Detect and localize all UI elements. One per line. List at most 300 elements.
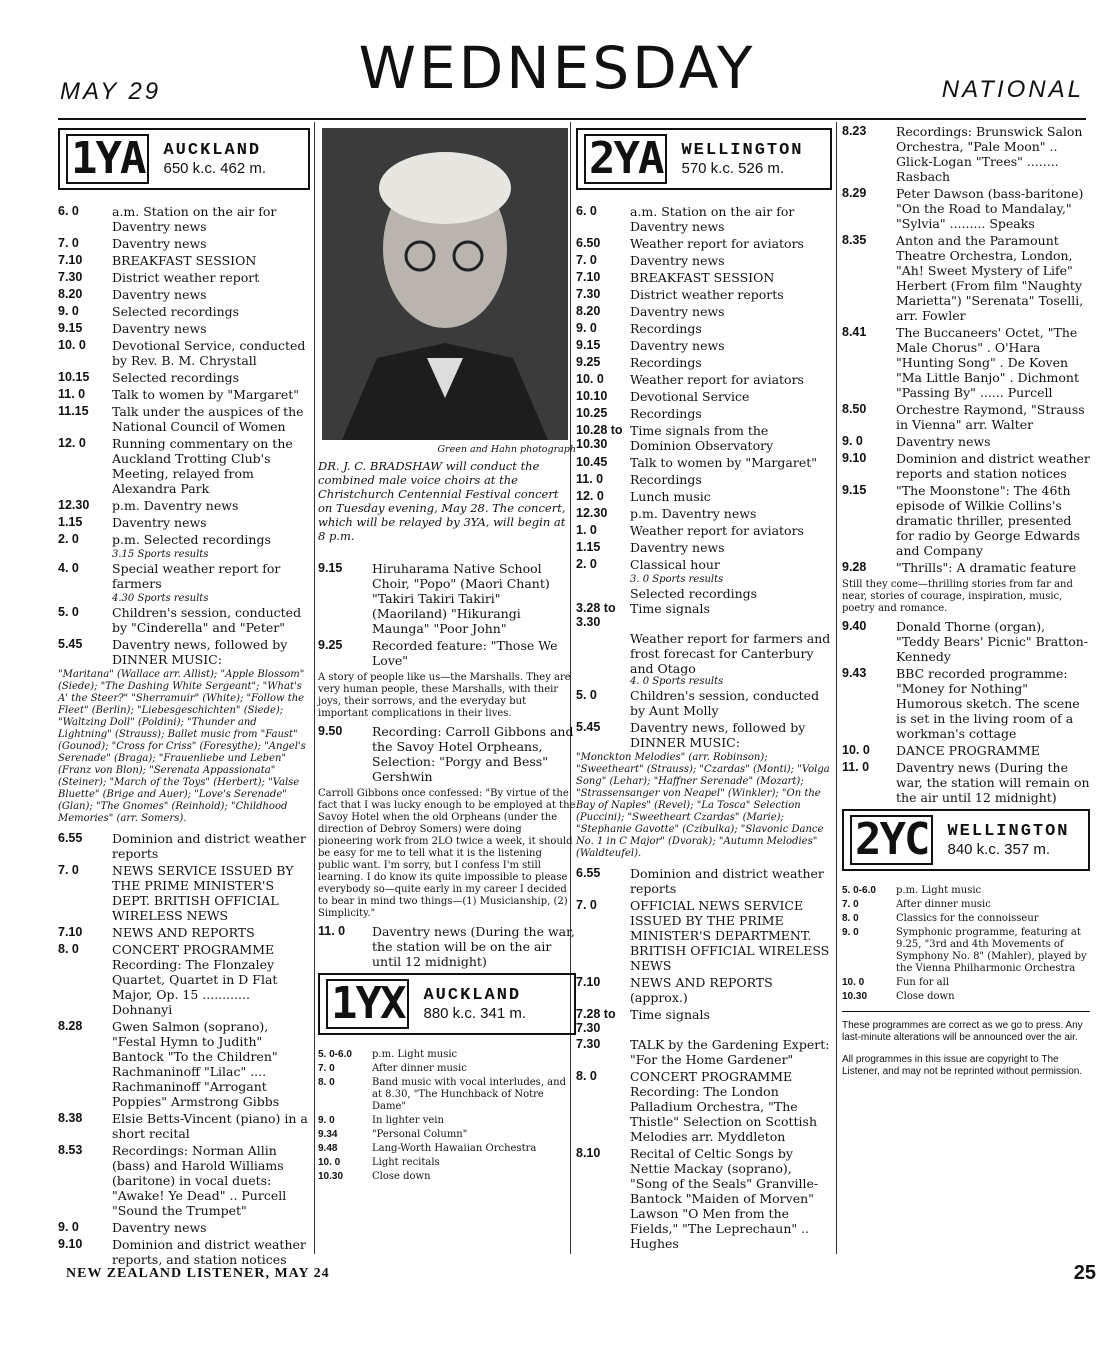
program-time: 7. 0 (58, 236, 79, 250)
program-time: 9.28 (842, 560, 867, 574)
portrait-photo (322, 128, 568, 440)
program-description: Daventry news (During the war, the station will remain on the air until 12 midnight) (896, 760, 1090, 805)
program-time: 6. 0 (576, 204, 597, 218)
program-time: 9. 0 (318, 1115, 335, 1126)
program-time: 9.34 (318, 1129, 338, 1140)
program-time: 9.43 (842, 666, 867, 680)
program-description: Daventry news (630, 540, 725, 555)
program-row (58, 1143, 310, 1218)
program-row (576, 455, 832, 470)
program-description: Close down (896, 991, 955, 1002)
schedule-list (842, 885, 1090, 1003)
program-description: The Buccaneers' Octet, "The Male Chorus" . O'Hara "Hunting Song" . De Koven "Ma Little Banjo" . Dichmont "Passing By" ...... Purcell (896, 325, 1079, 400)
program-row (576, 253, 832, 268)
program-description: Recorded feature: "Those We Love" (372, 638, 558, 668)
program-description: Band music with vocal interludes, and at 8.30, "The Hunchback of Notre Dame" (372, 1077, 566, 1112)
station-city: AUCKLAND (163, 141, 262, 160)
footer-publication: NEW ZEALAND LISTENER, MAY 24 (66, 1266, 330, 1281)
program-description: Recordings (630, 321, 702, 336)
program-time: 9.10 (842, 451, 867, 465)
program-row (842, 451, 1090, 481)
program-description: Recordings: Brunswick Salon Orchestra, "Pale Moon" .. Glick-Logan "Trees" ........ Rasbach (896, 124, 1083, 184)
program-row (576, 1146, 832, 1251)
program-description: Recordings: Norman Allin (bass) and Harold Williams (baritone) in vocal duets: "Awake! Ye Dead" .. Purcell "Sound the Trumpet" (112, 1143, 287, 1218)
program-description: Special weather report for farmers (112, 561, 281, 591)
program-time: 7.10 (58, 925, 83, 939)
program-row (58, 204, 310, 234)
program-time: 9.15 (842, 483, 867, 497)
program-row (58, 270, 310, 285)
program-row (842, 743, 1090, 758)
program-time: 9.48 (318, 1143, 338, 1154)
station-info (681, 141, 803, 177)
program-row (58, 498, 310, 513)
program-time: 11. 0 (576, 472, 604, 486)
program-description: CONCERT PROGRAMME Recording: The London Palladium Orchestra, "The Thistle" Selection on Scottish Melodies arr. Myddleton (630, 1069, 818, 1144)
header-date: MAY 29 (60, 78, 162, 105)
program-row (576, 423, 832, 453)
program-description: p.m. Selected recordings (112, 532, 271, 547)
header-network: NATIONAL (941, 76, 1084, 103)
program-description: Talk under the auspices of the National Council of Women (112, 404, 304, 434)
schedule-list (318, 924, 576, 969)
sports-note: 3.15 Sports results (112, 549, 209, 560)
program-time: 12. 0 (576, 489, 604, 503)
program-description: Close down (372, 1171, 431, 1182)
station-box-1ya (58, 128, 310, 190)
program-time: 5. 0 (58, 605, 79, 619)
program-row (58, 1111, 310, 1141)
program-time: 5.45 (576, 720, 601, 734)
program-row (842, 927, 1090, 975)
station-freq: 650 k.c. 462 m. (163, 160, 267, 177)
press-note: These programmes are correct as we go to press. Any last-minute alterations will be announced over the air. (842, 1011, 1090, 1044)
program-description: a.m. Station on the air for Daventry news (630, 204, 795, 234)
program-description: Talk to women by "Margaret" (112, 387, 299, 402)
program-row (842, 913, 1090, 925)
program-row (842, 991, 1090, 1003)
program-row (58, 831, 310, 861)
station-logo: 2YA (584, 134, 667, 184)
column-continued (842, 124, 1090, 1078)
program-description: Classics for the connoisseur (896, 913, 1039, 924)
program-time: 3.28 to 3.30 (576, 601, 616, 629)
program-description: p.m. Daventry news (630, 506, 757, 521)
program-row (842, 899, 1090, 911)
program-time: 2. 0 (576, 557, 597, 571)
program-row (318, 1049, 576, 1061)
program-time: 8.53 (58, 1143, 83, 1157)
program-description: Talk to women by "Margaret" (630, 455, 817, 470)
program-time: 8. 0 (842, 913, 859, 924)
station-city: WELLINGTON (681, 141, 804, 160)
program-row (576, 204, 832, 234)
sports-note: 4. 0 Sports results (630, 676, 724, 687)
program-row (842, 885, 1090, 897)
program-time: 8.10 (576, 1146, 601, 1160)
program-row (842, 186, 1090, 231)
program-row (576, 898, 832, 973)
program-detail: Weather report for farmers and frost forecast for Canterbury and Otago (630, 631, 831, 676)
program-time: 7.30 (576, 287, 601, 301)
program-description: Classical hour (630, 557, 720, 572)
program-time: 10.10 (576, 389, 608, 403)
program-description: Dominion and district weather reports (112, 831, 306, 861)
program-row (576, 1007, 832, 1035)
program-description: Recording: Carroll Gibbons and the Savoy Hotel Orpheans, Selection: "Porgy and Bess" Gershwin (372, 724, 574, 784)
program-description: BREAKFAST SESSION (630, 270, 775, 285)
program-description: District weather reports (630, 287, 784, 302)
program-detail: Selected recordings (630, 586, 758, 601)
program-description: "The Moonstone": The 46th episode of Wilkie Collins's dramatic thriller, presented for radio by George Edwards and Company (896, 483, 1080, 558)
program-description: "Personal Column" (372, 1129, 468, 1140)
sports-note: 4.30 Sports results (112, 593, 209, 604)
program-time: 6.55 (58, 831, 83, 845)
program-row (318, 1143, 576, 1155)
program-note: Still they come—thrilling stories from far and near, stories of courage, inspiration, music, poetry and romance. (842, 579, 1073, 614)
program-time: 9.15 (576, 338, 601, 352)
schedule-list (318, 724, 576, 784)
program-time: 12.30 (58, 498, 90, 512)
program-description: Children's session, conducted by "Cinderella" and "Peter" (112, 605, 302, 635)
program-row (576, 338, 832, 353)
schedule-list (58, 561, 310, 591)
station-info (947, 822, 1069, 858)
program-time: 12.30 (576, 506, 608, 520)
program-description: Recordings (630, 406, 702, 421)
schedule-list (576, 688, 832, 750)
program-time: 8.20 (58, 287, 83, 301)
program-description: Daventry news (During the war, the station will be on the air until 12 midnight) (372, 924, 575, 969)
station-box-2yc (842, 809, 1090, 871)
station-info (163, 141, 266, 177)
program-row (58, 404, 310, 434)
program-time: 10. 0 (58, 338, 86, 352)
program-time: 7. 0 (842, 899, 859, 910)
program-time: 9.15 (58, 321, 83, 335)
program-description: Devotional Service (630, 389, 750, 404)
schedule-list (58, 605, 310, 667)
program-row (58, 942, 310, 1017)
program-row (58, 338, 310, 368)
program-time: 7.28 to 7.30 (576, 1007, 616, 1035)
program-description: After dinner music (372, 1063, 467, 1074)
schedule-list (842, 619, 1090, 805)
column-divider (314, 122, 315, 1254)
program-row (318, 1063, 576, 1075)
program-time: 9. 0 (842, 434, 863, 448)
program-description: Elsie Betts-Vincent (piano) in a short recital (112, 1111, 308, 1141)
page-number: 25 (1073, 1262, 1096, 1284)
program-row (842, 560, 1090, 575)
program-time: 9.25 (318, 638, 343, 652)
program-description: Peter Dawson (bass-baritone) "On the Road to Mandalay," "Sylvia" ......... Speaks (896, 186, 1084, 231)
program-description: Time signals (630, 601, 710, 616)
schedule-list (842, 124, 1090, 575)
program-time: 6.50 (576, 236, 601, 250)
program-row (58, 1019, 310, 1109)
program-description: Daventry news (896, 434, 991, 449)
program-row (318, 924, 576, 969)
schedule-list (576, 204, 832, 572)
program-description: Selected recordings (112, 304, 240, 319)
schedule-list (576, 601, 832, 629)
program-time: 8. 0 (318, 1077, 335, 1088)
program-row (842, 666, 1090, 741)
program-row (842, 619, 1090, 664)
program-row (576, 506, 832, 521)
program-description: p.m. Light music (372, 1049, 458, 1060)
program-description: Dominion and district weather reports and station notices (896, 451, 1090, 481)
program-description: In lighter vein (372, 1115, 444, 1126)
program-description: "Thrills": A dramatic feature (896, 560, 1077, 575)
program-row (318, 1077, 576, 1113)
column-1yA (58, 124, 310, 1269)
program-description: Children's session, conducted by Aunt Molly (630, 688, 820, 718)
program-row (842, 760, 1090, 805)
program-description: Gwen Salmon (soprano), "Festal Hymn to Judith" Bantock "To the Children" Rachmaninoff "Lilac" .... Rachmaninoff "Arrogant Poppies" Armstrong Gibbs (112, 1019, 280, 1109)
program-description: Symphonic programme, featuring at 9.25, "3rd and 4th Movements of Symphony No. 8" (Mahler), played by the Vienna Philharmonic Orchestra (896, 927, 1087, 974)
dinner-music-list: "Monckton Melodies" (arr. Robinson); "Sweetheart" (Strauss); "Czardas" (Monti); "Volga Song" (Lehar); "Haffner Serenade" (Mozart); "Strassensanger von Neapel" (Winkler); "On the Bay of Naples" (Revel); "La Tosca" Selection (Puccini); "Sweetheart Czardas" (Marie); "Stephanie Gavotte" (Czibulka); "Slavonic Dance No. 1 in C Major" (Dvorak); "Autumn Melodies" (Waldteufel). (576, 752, 830, 859)
program-description: p.m. Light music (896, 885, 982, 896)
program-row (576, 406, 832, 421)
program-time: 9. 0 (842, 927, 859, 938)
program-row (318, 1115, 576, 1127)
program-description: Selected recordings (112, 370, 240, 385)
program-description: Dominion and district weather reports (630, 866, 824, 896)
program-row (318, 638, 576, 668)
program-row (842, 233, 1090, 323)
schedule-list (58, 831, 310, 1267)
program-description: Daventry news (630, 338, 725, 353)
program-row (576, 489, 832, 504)
program-description: Lang-Worth Hawaiian Orchestra (372, 1143, 537, 1154)
station-freq: 570 k.c. 526 m. (681, 160, 785, 177)
program-row (58, 1220, 310, 1235)
program-row (842, 124, 1090, 184)
page-title: WEDNESDAY (358, 34, 756, 102)
program-time: 11.15 (58, 404, 89, 418)
program-time: 8.23 (842, 124, 867, 138)
program-row (576, 270, 832, 285)
program-time: 7.30 (58, 270, 83, 284)
program-time: 8.50 (842, 402, 867, 416)
photo-credit: Green and Hahn photograph (437, 444, 576, 455)
program-description: Orchestre Raymond, "Strauss in Vienna" arr. Walter (896, 402, 1085, 432)
station-city: WELLINGTON (947, 822, 1070, 841)
program-row (58, 1237, 310, 1267)
program-row (318, 724, 576, 784)
program-row (576, 355, 832, 370)
portrait-image (322, 128, 568, 440)
program-row (576, 236, 832, 251)
program-time: 4. 0 (58, 561, 79, 575)
program-description: NEWS AND REPORTS (112, 925, 255, 940)
column-2ya (576, 124, 832, 1253)
station-logo: 2YC (850, 815, 933, 865)
program-description: OFFICIAL NEWS SERVICE ISSUED BY THE PRIME MINISTER'S DEPARTMENT. BRITISH OFFICIAL WIRELESS NEWS (630, 898, 830, 973)
program-row (318, 1171, 576, 1183)
program-description: DANCE PROGRAMME (896, 743, 1040, 758)
program-time: 9.25 (576, 355, 601, 369)
program-description: Anton and the Paramount Theatre Orchestra, London, "Ah! Sweet Mystery of Life" Herbert (From film "Naughty Marietta") "Serenata" Toselli, arr. Fowler (896, 233, 1084, 323)
program-time: 11. 0 (842, 760, 870, 774)
schedule-list (576, 866, 832, 1251)
program-row (58, 287, 310, 302)
station-box-1yx (318, 973, 576, 1035)
program-time: 8.35 (842, 233, 867, 247)
program-row (58, 515, 310, 530)
station-logo: 1YX (326, 979, 409, 1029)
program-row (318, 1157, 576, 1169)
program-description: Daventry news (112, 236, 207, 251)
program-description: Daventry news (630, 304, 725, 319)
program-description: BREAKFAST SESSION (112, 253, 257, 268)
program-description: TALK by the Gardening Expert: "For the Home Gardener" (630, 1037, 830, 1067)
program-row (576, 304, 832, 319)
program-row (576, 1037, 832, 1067)
program-row (842, 977, 1090, 989)
program-description: p.m. Daventry news (112, 498, 239, 513)
program-description: After dinner music (896, 899, 991, 910)
program-time: 8. 0 (58, 942, 79, 956)
program-row (576, 720, 832, 750)
program-description: Daventry news (112, 1220, 207, 1235)
program-row (842, 434, 1090, 449)
program-row (576, 557, 832, 572)
program-row (58, 637, 310, 667)
program-description: Weather report for aviators (630, 236, 804, 251)
program-description: Daventry news, followed by DINNER MUSIC: (630, 720, 806, 750)
program-description: Daventry news (112, 287, 207, 302)
program-time: 8.38 (58, 1111, 83, 1125)
program-time: 7. 0 (318, 1063, 335, 1074)
program-description: NEWS AND REPORTS (approx.) (630, 975, 773, 1005)
program-time: 7. 0 (58, 863, 79, 877)
program-time: 10. 0 (842, 977, 865, 988)
program-time: 1.15 (58, 515, 83, 529)
column-divider (836, 122, 837, 1254)
program-row (58, 436, 310, 496)
program-time: 9.10 (58, 1237, 83, 1251)
photo-caption: DR. J. C. BRADSHAW will conduct the combined male voice choirs at the Christchurch Centennial Festival concert on Tuesday evening, May 28. The concert, which will be relayed by 3YA, will begin at 8 p.m. (318, 459, 566, 543)
program-time: 10.25 (576, 406, 608, 420)
program-time: 10.15 (58, 370, 90, 384)
program-row (842, 402, 1090, 432)
program-time: 5.45 (58, 637, 83, 651)
program-description: Hiruharama Native School Choir, "Popo" (Maori Chant) "Takiri Takiri Takiri" (Maoriland) "Hikurangi Maunga" "Poor John" (372, 561, 550, 636)
program-description: Recital of Celtic Songs by Nettie Mackay (soprano), "Song of the Seals" Granville-Bantock "Maiden of Morven" Lawson "O Men from the Fields," "The Leprechaun" .. Hughes (630, 1146, 819, 1251)
program-time: 7. 0 (576, 898, 597, 912)
program-row (576, 688, 832, 718)
program-row (58, 925, 310, 940)
program-time: 11. 0 (318, 924, 346, 938)
station-freq: 840 k.c. 357 m. (947, 841, 1051, 858)
program-time: 1.15 (576, 540, 601, 554)
station-info (423, 986, 526, 1022)
program-row (58, 605, 310, 635)
program-row (58, 370, 310, 385)
program-description: Recordings (630, 472, 702, 487)
station-logo: 1YA (66, 134, 149, 184)
program-time: 9. 0 (58, 1220, 79, 1234)
program-time: 10.45 (576, 455, 608, 469)
program-time: 7. 0 (576, 253, 597, 267)
program-time: 8.28 (58, 1019, 83, 1033)
program-description: Time signals (630, 1007, 710, 1022)
header-rule (58, 118, 1086, 120)
program-description: Donald Thorne (organ), "Teddy Bears' Picnic" Bratton-Kennedy (896, 619, 1089, 664)
program-row (576, 389, 832, 404)
program-time: 9.50 (318, 724, 343, 738)
program-time: 10. 0 (576, 372, 604, 386)
program-row (576, 472, 832, 487)
program-row (58, 236, 310, 251)
program-row (318, 1129, 576, 1141)
program-row (842, 483, 1090, 558)
program-row (58, 387, 310, 402)
program-time: 9. 0 (576, 321, 597, 335)
program-row (576, 1069, 832, 1144)
program-time: 8.41 (842, 325, 867, 339)
program-time: 10. 0 (842, 743, 870, 757)
program-time: 9.40 (842, 619, 867, 633)
program-note: A story of people like us—the Marshalls. They are very human people, these Marshalls, with their joys, their sorrows, and the everyday but important complications in their lives. (318, 672, 571, 719)
program-description: a.m. Station on the air for Daventry news (112, 204, 277, 234)
program-time: 11. 0 (58, 387, 86, 401)
program-description: Lunch music (630, 489, 711, 504)
program-row (58, 321, 310, 336)
program-row (576, 540, 832, 555)
program-time: 8.20 (576, 304, 601, 318)
program-row (58, 561, 310, 591)
program-row (576, 372, 832, 387)
program-row (58, 253, 310, 268)
dinner-music-list: "Maritana" (Wallace arr. Allist); "Apple Blossom" (Siede); "The Dashing White Sergeant"; "What's A' the Steer?" "Sherramuir" (White); "Follow the Fleet" (Berlin); "Liebesgeschichten" (Siede); "Waltzing Doll" (Poldini); "Thunder and Lightning" (Strauss); Ballet music from "Faust" (Gounod); "Cross for Criss" (Foresythe); "Angel's Serenade" (Braga); "Frauenliebe und Leben" (Franz von Blon); "Serenata Appassionata" (Steiner); "March of the Toys" (Herbert); "Valse Bluette" (Brige and Auer); "Love's Serenade" (Glan); "The Gnomes" (Reinhold); "Childhood Memories" (arr. Somers). (58, 669, 306, 824)
program-description: CONCERT PROGRAMME Recording: The Flonzaley Quartet, Quartet in D Flat Major, Op. 15 ............ Dohnanyi (112, 942, 278, 1017)
program-time: 9. 0 (58, 304, 79, 318)
program-row (576, 975, 832, 1005)
program-row (318, 561, 576, 636)
program-description: Devotional Service, conducted by Rev. B. M. Chrystall (112, 338, 306, 368)
program-description: Weather report for aviators (630, 372, 804, 387)
program-time: 7.10 (58, 253, 83, 267)
program-time: 7.10 (576, 975, 601, 989)
program-time: 6. 0 (58, 204, 79, 218)
program-time: 2. 0 (58, 532, 79, 546)
program-time: 10.30 (318, 1171, 344, 1182)
program-row (842, 325, 1090, 400)
schedule-list (318, 561, 576, 668)
program-description: NEWS SERVICE ISSUED BY THE PRIME MINISTER'S DEPT. BRITISH OFFICIAL WIRELESS NEWS (112, 863, 294, 923)
program-time: 1. 0 (576, 523, 597, 537)
column-feature (318, 124, 576, 1185)
program-description: Fun for all (896, 977, 950, 988)
program-time: 10.30 (842, 991, 868, 1002)
program-time: 8.29 (842, 186, 867, 200)
station-box-2ya (576, 128, 832, 190)
program-time: 5. 0-6.0 (842, 885, 876, 896)
program-description: Recordings (630, 355, 702, 370)
program-time: 8. 0 (576, 1069, 597, 1083)
program-row (576, 321, 832, 336)
schedule-list (58, 204, 310, 547)
program-row (576, 523, 832, 538)
station-freq: 880 k.c. 341 m. (423, 1005, 527, 1022)
program-description: Daventry news (630, 253, 725, 268)
program-description: BBC recorded programme: "Money for Nothing" Humorous sketch. The scene is set in the living room of a workman's cottage (896, 666, 1080, 741)
program-description: Daventry news, followed by DINNER MUSIC: (112, 637, 288, 667)
